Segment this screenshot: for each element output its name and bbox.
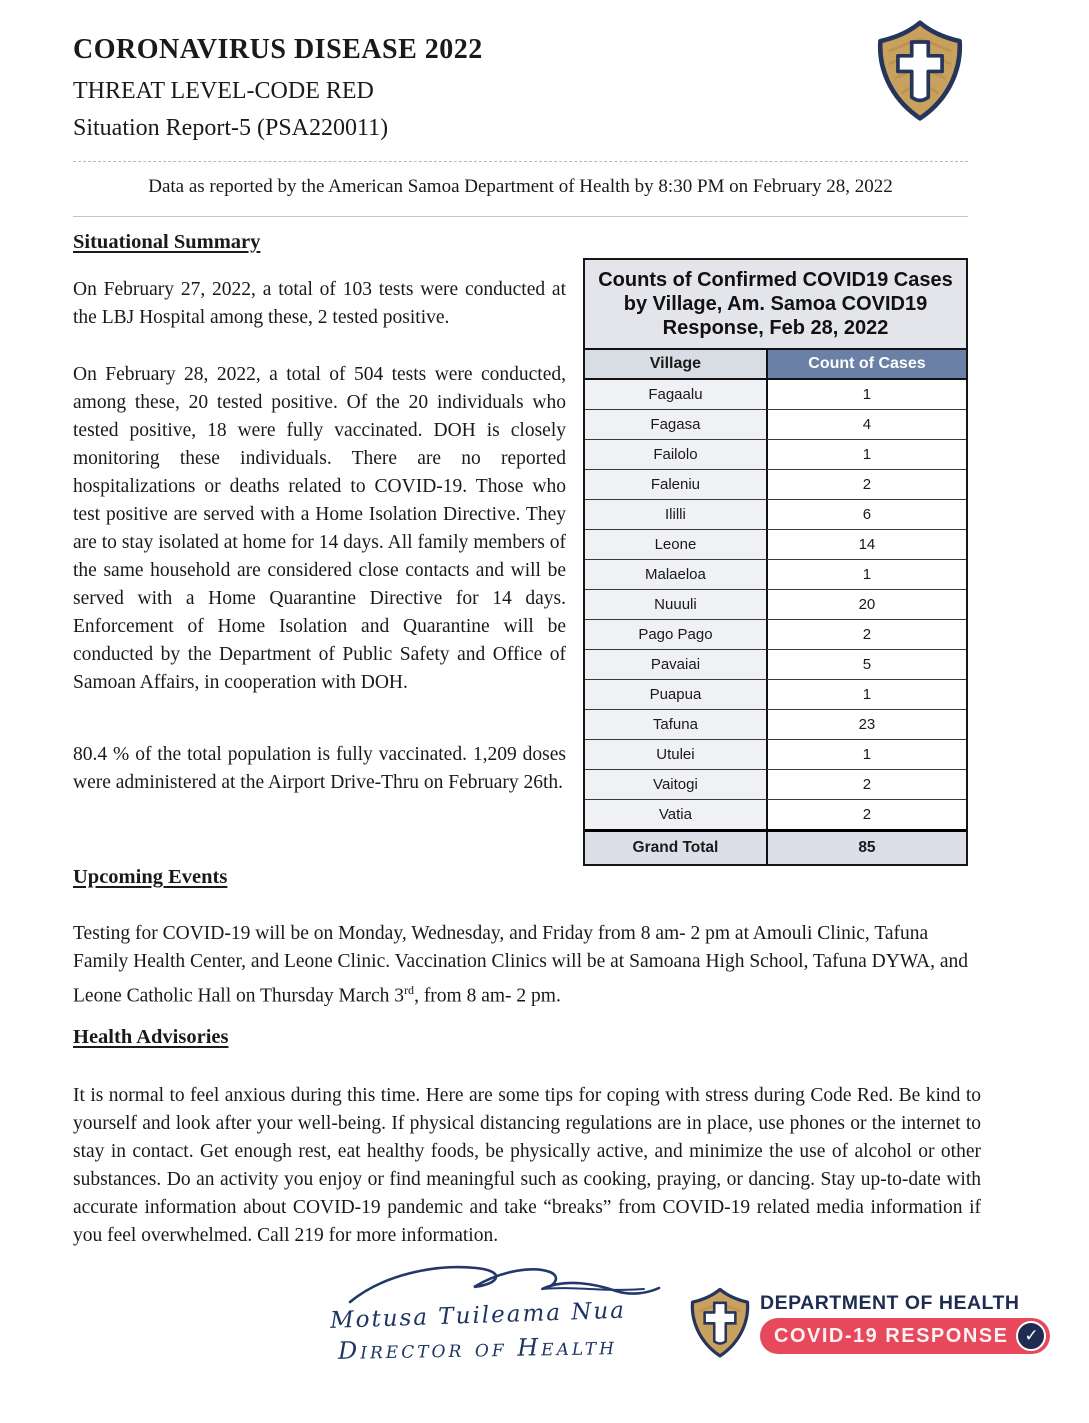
summary-paragraph-3: 80.4 % of the total population is fully vaccinated. 1,209 doses were administered at the Airport Drive-Thru on February 26th. <box>73 744 566 793</box>
column-header-village: Village <box>585 350 768 378</box>
page-title: CORONAVIRUS DISEASE 2022 <box>73 34 483 65</box>
footer-logo-text <box>760 1292 1050 1354</box>
covid-response-label: COVID-19 RESPONSE <box>774 1324 1009 1347</box>
table-row <box>585 620 966 650</box>
checkmark-icon: ✓ <box>1016 1321 1046 1351</box>
count-cell: 2 <box>768 620 966 649</box>
village-cell: Vaitogi <box>585 770 768 799</box>
upcoming-events-paragraph <box>73 920 981 1011</box>
upcoming-text-start: Testing for COVID-19 will be on Monday, Wednesday, and Friday from 8 am- 2 pm at Amouli Clinic, Tafuna Family Health Center, and Leone Clinic. Vaccination Clinics will be at Samoana High School, Tafuna DYWA, and Leone Catholic Hall on Thursday March 3 <box>73 923 969 1007</box>
grand-total-label: Grand Total <box>585 832 768 864</box>
divider-bottom <box>73 216 968 217</box>
signature-name: Motusa Tuileama Nua <box>329 1297 627 1334</box>
table-row <box>585 440 966 470</box>
table-row <box>585 380 966 410</box>
table-row <box>585 560 966 590</box>
count-cell: 1 <box>768 680 966 709</box>
table-row <box>585 530 966 560</box>
table-row <box>585 410 966 440</box>
village-cell: Failolo <box>585 440 768 469</box>
footer-doh-logo <box>688 1286 1050 1360</box>
table-row <box>585 590 966 620</box>
count-cell: 5 <box>768 650 966 679</box>
table-row <box>585 680 966 710</box>
signature-block <box>329 1258 670 1365</box>
village-cell: Fagasa <box>585 410 768 439</box>
village-cell: Nuuuli <box>585 590 768 619</box>
village-cell: Ililli <box>585 500 768 529</box>
count-cell: 6 <box>768 500 966 529</box>
threat-level: THREAT LEVEL-CODE RED <box>73 78 374 104</box>
covid-response-badge <box>760 1318 1050 1354</box>
column-header-count: Count of Cases <box>768 350 966 378</box>
count-cell: 20 <box>768 590 966 619</box>
divider-top <box>73 161 968 162</box>
grand-total-value: 85 <box>768 832 966 864</box>
village-cell: Leone <box>585 530 768 559</box>
upcoming-events-heading: Upcoming Events <box>73 866 228 888</box>
health-advisories-paragraph: It is normal to feel anxious during this time. Here are some tips for coping with stress during Code Red. Be kind to yourself and look after your well-being. If physical distancing regulations are in place, use phones or the internet to stay in contact. Get enough rest, eat healthy foods, be physically active, and minimize the use of alcohol or other substances. Do an activity you enjoy or find meaningful such as cooking, praying, or dancing. Stay up-to-date with accurate information about COVID-19 pandemic and take “breaks” from COVID-19 related media information if you feel overwhelmed. Call 219 for more information. <box>73 1085 981 1246</box>
health-advisories-heading: Health Advisories <box>73 1026 229 1048</box>
situational-summary-heading: Situational Summary <box>73 231 261 253</box>
table-title: Counts of Confirmed COVID19 Cases by Village, Am. Samoa COVID19 Response, Feb 28, 2022 <box>585 260 966 350</box>
summary-paragraph-1: On February 27, 2022, a total of 103 tests were conducted at the LBJ Hospital among these, 2 tested positive. <box>73 279 566 328</box>
count-cell: 1 <box>768 560 966 589</box>
village-cell: Faleniu <box>585 470 768 499</box>
table-row <box>585 770 966 800</box>
village-cell: Fagaalu <box>585 380 768 409</box>
count-cell: 23 <box>768 710 966 739</box>
ordinal-superscript: rd <box>404 983 415 997</box>
data-note: Data as reported by the American Samoa Department of Health by 8:30 PM on February 28, 2022 <box>148 176 893 197</box>
summary-text-column <box>73 276 566 826</box>
health-shield-logo-icon <box>874 14 966 128</box>
count-cell: 1 <box>768 380 966 409</box>
health-shield-logo-icon <box>688 1286 752 1360</box>
village-cell: Pavaiai <box>585 650 768 679</box>
table-row <box>585 800 966 829</box>
table-row <box>585 710 966 740</box>
village-cell: Puapua <box>585 680 768 709</box>
count-cell: 2 <box>768 800 966 829</box>
table-row <box>585 470 966 500</box>
signature-title: Director of Health <box>337 1332 618 1365</box>
village-cases-table <box>583 258 968 866</box>
table-row <box>585 650 966 680</box>
count-cell: 1 <box>768 440 966 469</box>
village-cell: Pago Pago <box>585 620 768 649</box>
count-cell: 1 <box>768 740 966 769</box>
count-cell: 4 <box>768 410 966 439</box>
table-header-row <box>585 350 966 380</box>
count-cell: 2 <box>768 470 966 499</box>
count-cell: 14 <box>768 530 966 559</box>
report-id: Situation Report-5 (PSA220011) <box>73 115 389 141</box>
village-cell: Malaeloa <box>585 560 768 589</box>
table-total-row <box>585 829 966 864</box>
table-row <box>585 500 966 530</box>
village-cell: Vatia <box>585 800 768 829</box>
village-cell: Tafuna <box>585 710 768 739</box>
village-cell: Utulei <box>585 740 768 769</box>
summary-paragraph-2: On February 28, 2022, a total of 504 tests were conducted, among these, 20 tested positive. Of the 20 individuals who tested positive, 18 were fully vaccinated. DOH is closely monitoring these individuals. There are no reported hospitalizations or deaths related to COVID-19. Those who test positive are served with a Home Isolation Directive. They are to stay isolated at home for 14 days. All family members of the same household are considered close contacts and will be served with a Home Quarantine Directive for 14 days. Enforcement of Home Isolation and Quarantine will be conducted by the Department of Public Safety and Office of Samoan Affairs, in cooperation with DOH. <box>73 364 566 693</box>
upcoming-text-end: , from 8 am- 2 pm. <box>414 985 561 1007</box>
table-row <box>585 740 966 770</box>
footer-department-name: DEPARTMENT OF HEALTH <box>760 1292 1020 1314</box>
table-body <box>585 380 966 829</box>
document-header <box>73 34 773 152</box>
count-cell: 2 <box>768 770 966 799</box>
